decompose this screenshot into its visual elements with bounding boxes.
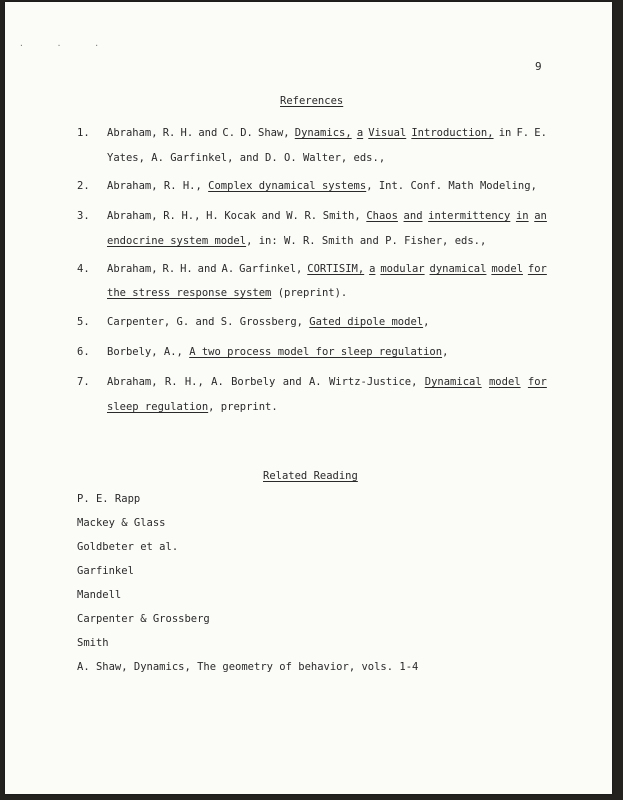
reference-title-word: an [534,210,547,222]
reference-title-word: Introduction, [411,127,494,139]
reference-title-word: Dynamics, [294,127,352,139]
reference-number: 1. [77,127,90,139]
related-reading-heading: Related Reading [263,470,358,482]
reference-number: 7. [77,376,90,388]
corner-marks: . . . [19,39,114,48]
reference-line: Carpenter, G. and S. Grossberg, Gated dipole model, [107,316,430,328]
reference-title-word: a [369,263,376,275]
list-item: Smith [77,637,109,649]
reference-title-word: and [403,210,423,222]
reference-line: Yates, A. Garfinkel, and D. O. Walter, eds., [107,152,386,164]
reference-number: 3. [77,210,90,222]
reference-title-word: for [527,376,547,388]
reference-title-word: Visual [368,127,407,139]
list-item: A. Shaw, Dynamics, The geometry of behavior, vols. 1-4 [77,661,419,673]
reference-line: the stress response system (preprint). [107,287,348,299]
reference-title: sleep regulation [107,401,209,413]
reference-title: Complex dynamical systems [208,180,367,192]
reference-title-word: Dynamical [424,376,482,388]
reference-title: endocrine system model [107,235,247,247]
list-item: Goldbeter et al. [77,541,179,553]
reference-line: Abraham, R. H. and A. Garfinkel, CORTISIM, a modular dynamical model for [107,263,547,275]
reference-number: 6. [77,346,90,358]
reference-line: Abraham, R. H., H. Kocak and W. R. Smith, Chaos and intermittency in an [107,210,547,222]
reference-number: 2. [77,180,90,192]
reference-title-word: model [488,376,521,388]
related-reading-list [77,492,418,684]
reference-title-word: a [356,127,364,139]
references-heading: References [280,95,344,107]
list-item: Mackey & Glass [77,517,166,529]
reference-title-word: Chaos [366,210,398,222]
reference-title: Gated dipole model [309,316,424,328]
reference-title: the stress response system [107,287,272,299]
reference-line: Abraham, R. H. and C. D. Shaw, Dynamics, a Visual Introduction, in F. E. [107,127,547,139]
reference-line: Abraham, R. H., A. Borbely and A. Wirtz-Justice, Dynamical model for [107,376,547,388]
reference-title-word: for [527,263,547,275]
reference-line: Abraham, R. H., Complex dynamical systems, Int. Conf. Math Modeling, [107,180,537,192]
reference-title-word: CORTISIM, [307,263,365,275]
list-item: Garfinkel [77,565,134,577]
reference-title-word: dynamical [429,263,487,275]
page-number: 9 [535,60,542,73]
reference-line: endocrine system model, in: W. R. Smith and P. Fisher, eds., [107,235,487,247]
document-page [5,2,612,794]
list-item: Mandell [77,589,122,601]
list-item: Carpenter & Grossberg [77,613,210,625]
reference-line: sleep regulation, preprint. [107,401,278,413]
reference-title-word: modular [380,263,425,275]
reference-title: A two process model for sleep regulation [189,346,443,358]
reference-number: 4. [77,263,90,275]
reference-line: Borbely, A., A two process model for sleep regulation, [107,346,449,358]
reference-number: 5. [77,316,90,328]
reference-title-word: in [515,210,529,222]
reference-title-word: model [491,263,523,275]
list-item: P. E. Rapp [77,493,141,505]
reference-title-word: intermittency [428,210,511,222]
